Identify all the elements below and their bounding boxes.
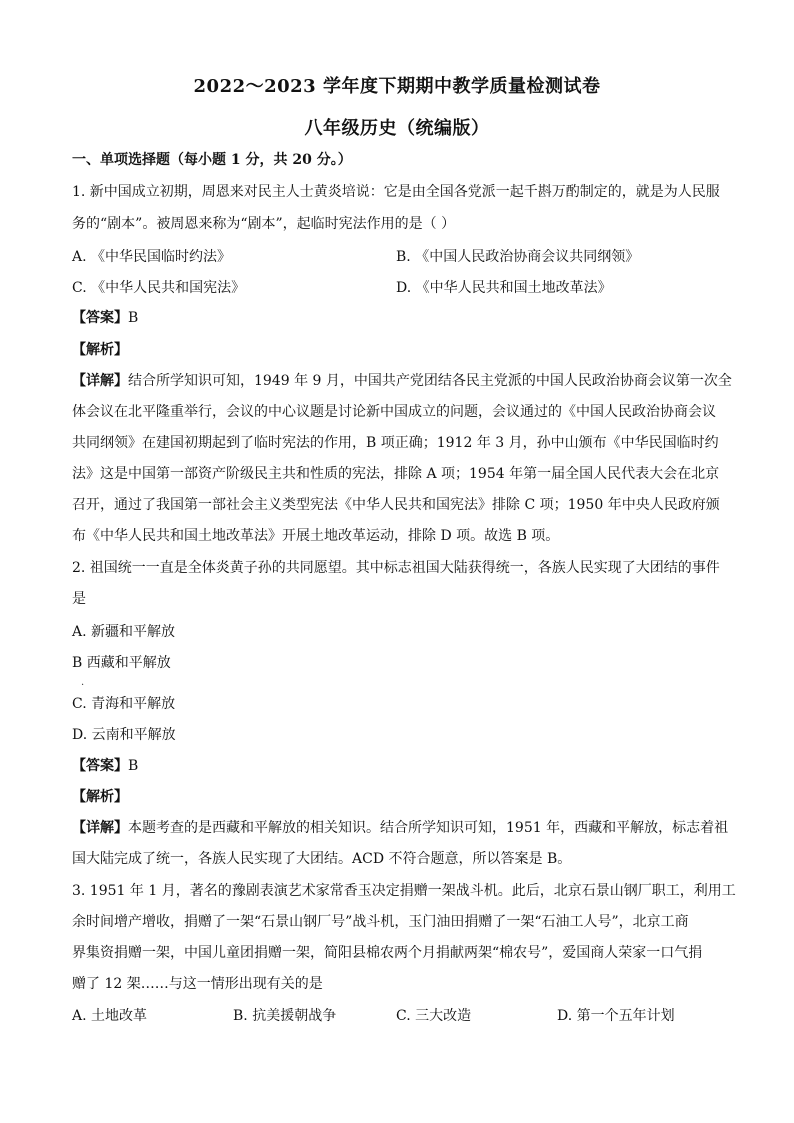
- q1-option-a: A. 《中华民国临时约法》: [72, 249, 232, 265]
- q1-detail-line-1: [72, 371, 732, 391]
- q2-detail-label: 【详解】: [72, 820, 128, 836]
- q1-stem-line-2: 务的“剧本”。被周恩来称为“剧本”，起临时宪法作用的是（ ）: [72, 216, 456, 232]
- q1-detail-line-2: 体会议在北平隆重举行，会议的中心议题是讨论新中国成立的问题，会议通过的《中国人民政治协商会议: [72, 404, 716, 420]
- q2-option-b: B 西藏和平解放: [72, 655, 171, 671]
- q2-answer: [72, 756, 724, 776]
- q2-answer-value: B: [128, 758, 139, 774]
- q2-stem-line-2: 是: [72, 591, 86, 607]
- exam-title: 2022～2023 学年度下期期中教学质量检测试卷: [193, 76, 601, 97]
- q3-option-a: A. 土地改革: [72, 1008, 148, 1024]
- q2-detail-text-1: 本题考查的是西藏和平解放的相关知识。结合所学知识可知，1951 年，西藏和平解放，标志着祖: [128, 820, 729, 836]
- q1-answer: [72, 308, 724, 328]
- exam-subtitle: 八年级历史（统编版）: [304, 118, 490, 139]
- q2-detail-line-1: [72, 818, 729, 838]
- q3-stem-line-4: 赠了 12 架……与这一情形出现有关的是: [72, 976, 323, 992]
- section-heading: 一、单项选择题（每小题 1 分，共 20 分。）: [72, 152, 352, 168]
- q1-detail-text-1: 结合所学知识可知，1949 年 9 月，中国共产党团结各民主党派的中国人民政治协商会议第一次全: [128, 373, 732, 389]
- q3-stem-line-2: 余时间增产增收，捐赠了一架“石景山钢厂号”战斗机，玉门油田捐赠了一架“石油工人号”，北京工商: [72, 914, 689, 930]
- q1-option-b: B. 《中国人民政治协商会议共同纲领》: [396, 249, 640, 265]
- q2-analysis-label: 【解析】: [72, 789, 128, 805]
- q1-detail-line-4: 法》这是中国第一部资产阶级民主共和性质的宪法，排除 A 项；1954 年第一届全国人民代表大会在北京: [72, 466, 720, 482]
- q1-detail-line-3: 共同纲领》在建国初期起到了临时宪法的作用，B 项正确；1912 年 3 月，孙中山颁布《中华民国临时约: [72, 435, 719, 451]
- q2-option-a: A. 新疆和平解放: [72, 624, 176, 640]
- q2-option-c: C. 青海和平解放: [72, 696, 176, 712]
- q2-stem-line-1: 2. 祖国统一一直是全体炎黄子孙的共同愿望。其中标志祖国大陆获得统一，各族人民实现了大团结的事件: [72, 560, 720, 576]
- q3-option-d: D. 第一个五年计划: [557, 1008, 675, 1024]
- q1-answer-label: 【答案】: [72, 310, 128, 326]
- q3-stem-line-3: 界集资捐赠一架，中国儿童团捐赠一架，简阳县棉农两个月捐献两架“棉农号”，爱国商人荣家一口气捐: [72, 945, 703, 961]
- q1-detail-label: 【详解】: [72, 373, 128, 389]
- q3-option-b: B. 抗美援朝战争: [233, 1008, 337, 1024]
- q1-stem-line-1: 1. 新中国成立初期，周恩来对民主人士黄炎培说：它是由全国各党派一起千斟万酌制定的，就是为人民服: [72, 184, 720, 200]
- q1-answer-value: B: [128, 310, 139, 326]
- q1-option-c: C. 《中华人民共和国宪法》: [72, 280, 246, 296]
- q2-option-d: D. 云南和平解放: [72, 727, 176, 743]
- stray-dot: .: [81, 677, 85, 688]
- q1-detail-line-6: 布《中华人民共和国土地改革法》开展土地改革运动，排除 D 项。故选 B 项。: [72, 528, 560, 544]
- q1-detail-line-5: 召开，通过了我国第一部社会主义类型宪法《中华人民共和国宪法》排除 C 项；1950 年中央人民政府颁: [72, 497, 720, 513]
- q2-detail-line-2: 国大陆完成了统一，各族人民实现了大团结。ACD 不符合题意，所以答案是 B。: [72, 851, 572, 867]
- q2-answer-label: 【答案】: [72, 758, 128, 774]
- q3-stem-line-1: 3. 1951 年 1 月，著名的豫剧表演艺术家常香玉决定捐赠一架战斗机。此后，北京石景山钢厂职工，利用工: [72, 883, 736, 899]
- q1-analysis-label: 【解析】: [72, 342, 128, 358]
- q1-option-d: D. 《中华人民共和国土地改革法》: [396, 280, 612, 296]
- q3-option-c: C. 三大改造: [396, 1008, 472, 1024]
